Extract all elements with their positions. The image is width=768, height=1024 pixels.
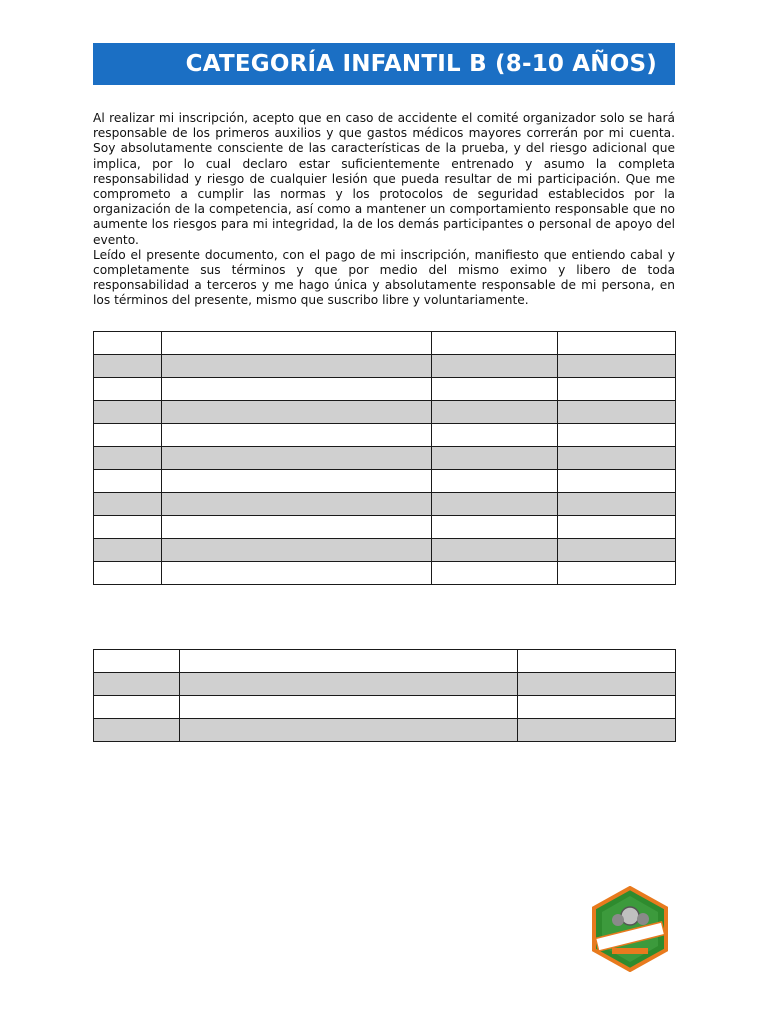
table-cell [558,332,676,355]
table-row [94,650,676,673]
table-cell [432,332,558,355]
table-cell [162,355,432,378]
table-row [94,493,676,516]
table-row [94,562,676,585]
table-cell [558,539,676,562]
table-cell [94,424,162,447]
table-cell [518,673,676,696]
table-cell [162,401,432,424]
table-cell [94,539,162,562]
table-cell [94,719,180,742]
table-cell [432,424,558,447]
table-cell [94,470,162,493]
table-cell [162,493,432,516]
table-row [94,424,676,447]
table-cell [518,696,676,719]
table-cell [94,401,162,424]
table-cell [518,650,676,673]
table-cell [94,562,162,585]
table-cell [558,516,676,539]
table-cell [162,562,432,585]
participants-table [93,331,676,585]
table-row [94,378,676,401]
table-cell [162,539,432,562]
table-cell [558,562,676,585]
table-cell [180,696,518,719]
table-cell [432,470,558,493]
secondary-table [93,649,676,742]
table-cell [518,719,676,742]
table-cell [94,516,162,539]
table-cell [432,401,558,424]
table-cell [162,516,432,539]
table-cell [94,332,162,355]
event-badge-logo-icon [590,886,670,972]
table-cell [94,447,162,470]
table-cell [162,470,432,493]
table-cell [558,447,676,470]
table-cell [432,539,558,562]
table-cell [432,447,558,470]
table-row [94,696,676,719]
table-cell [94,378,162,401]
table-cell [180,719,518,742]
waiver-paragraph: Leído el presente documento, con el pago de mi inscripción, manifiesto que entiendo cabal y completamente sus términos y que por medio del mismo eximo y libero de toda responsabilidad a terceros y me hago única y absolutamente responsable de mi persona, en los términos del presente, mismo que suscribo libre y voluntariamente. [93,247,675,308]
table-cell [432,516,558,539]
waiver-text [93,111,675,309]
table-row [94,719,676,742]
table-cell [432,355,558,378]
table-cell [558,401,676,424]
table-cell [94,650,180,673]
table-cell [558,378,676,401]
table-row [94,470,676,493]
table-cell [162,332,432,355]
table-cell [432,378,558,401]
table-row [94,355,676,378]
table-cell [162,424,432,447]
table-cell [94,696,180,719]
table-cell [432,493,558,516]
table-cell [558,424,676,447]
table-cell [162,378,432,401]
page-title: CATEGORÍA INFANTIL B (8-10 AÑOS) [185,51,657,77]
table-cell [558,493,676,516]
table-row [94,447,676,470]
table-cell [432,562,558,585]
table-row [94,539,676,562]
table-cell [180,673,518,696]
table-cell [94,355,162,378]
table-row [94,673,676,696]
table-cell [94,493,162,516]
table-row [94,332,676,355]
table-cell [558,355,676,378]
table-row [94,401,676,424]
table-cell [180,650,518,673]
table-row [94,516,676,539]
table-cell [162,447,432,470]
title-banner [93,43,675,85]
waiver-paragraph: Al realizar mi inscripción, acepto que en caso de accidente el comité organizador solo se hará responsable de los primeros auxilios y que gastos médicos mayores correrán por mi cuenta. Soy absolutamente consciente de las características de la prueba, y del riesgo adicional que implica, por lo cual declaro estar suficientemente entrenado y asumo la completa responsabilidad y riesgo de cualquier lesión que pueda resultar de mi participación. Que me comprometo a cumplir las normas y los protocolos de seguridad establecidos por la organización de la competencia, así como a mantener un comportamiento responsable que no aumente los riesgos para mi integridad, la de los demás participantes o personal de apoyo del evento. [93,111,675,247]
table-cell [94,673,180,696]
table-cell [558,470,676,493]
